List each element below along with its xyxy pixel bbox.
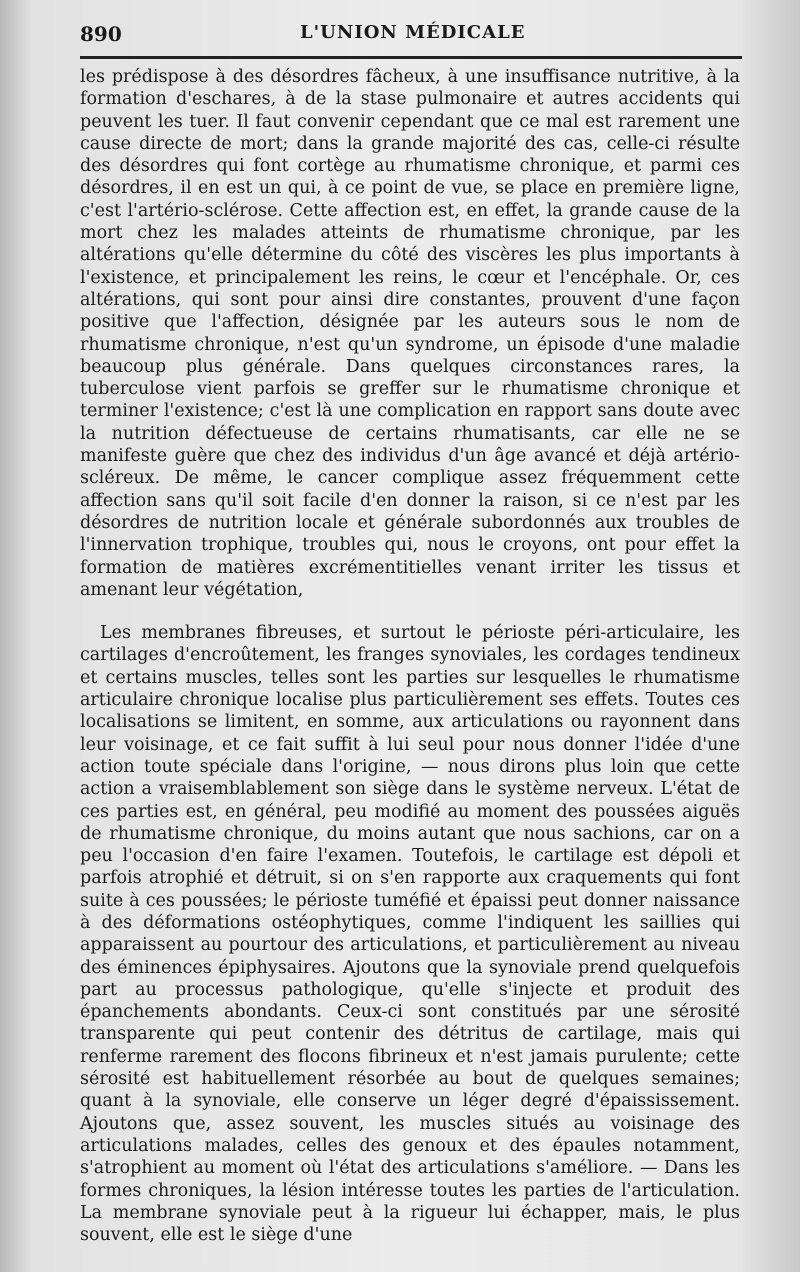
page-number: 890	[80, 22, 122, 46]
running-title: L'UNION MÉDICALE	[300, 22, 526, 43]
header-rule	[80, 56, 742, 59]
paragraph: les prédispose à des désordres fâcheux, à une insuffisance nutritive, à la formation d'eschares, à de la stase pulmonaire et autres accidents qui peuvent les tuer. Il faut convenir cependant que ce mal est rarement une cause directe de mort; dans la grande majorité des cas, celle-ci résulte des désordres qui font cortège au rhumatisme chronique, et parmi ces désordres, il en est un qui, à ce point de vue, se place en première ligne, c'est l'artério-sclérose. Cette affection est, en effet, la grande cause de la mort chez les malades atteints de rhumatisme chronique, par les altérations qu'elle détermine du côté des viscères les plus importants à l'existence, et principalement les reins, le cœur et l'encéphale. Or, ces altérations, qui sont pour ainsi dire constantes, prouvent d'une façon positive que l'affection, désignée par les auteurs sous le nom de rhumatisme chronique, n'est qu'un syndrome, un épisode d'une maladie beaucoup plus générale. Dans quelques circonstances rares, la tuberculose vient parfois se greffer sur le rhumatisme chronique et terminer l'existence; c'est là une complication en rapport sans doute avec la nutrition défectueuse de certains rhumatisants, car elle ne se manifeste guère que chez des individus d'un âge avancé et déjà artério-scléreux. De même, le cancer complique assez fréquemment cette affection sans qu'il soit facile d'en donner la raison, si ce n'est par les désordres de nutrition locale et générale subordonnés aux troubles de l'innervation trophique, troubles qui, nous le croyons, ont pour effet la formation de matières excrémentitielles venant irriter les tissus et amenant leur végétation,	[80, 67, 740, 600]
paragraph: Les membranes fibreuses, et surtout le périoste péri-articulaire, les cartilages d'encroûtement, les franges synoviales, les cordages tendineux et certains muscles, telles sont les parties sur lesquelles le rhumatisme articulaire chronique localise plus particulièrement ses effets. Toutes ces localisations se limitent, en somme, aux articulations ou rayonnent dans leur voisinage, et ce fait suffit à lui seul pour nous donner l'idée d'une action toute spéciale dans l'origine, — nous dirons plus loin que cette action a vraisemblablement son siège dans le système nerveux. L'état de ces parties est, en général, peu modifié au moment des poussées aiguës de rhumatisme chronique, du moins autant que nous sachions, car on a peu l'occasion d'en faire l'examen. Toutefois, le cartilage est dépoli et parfois atrophié et détruit, si on s'en rapporte aux craquements qui font suite à ces poussées; le périoste tuméfié et épaissi peut donner naissance à des déformations ostéophytiques, comme l'indiquent les saillies qui apparaissent au pourtour des articulations, et particulièrement au niveau des éminences épiphysaires. Ajoutons que la synoviale prend quelquefois part au processus pathologique, qu'elle s'injecte et produit des épanchements abondants. Ceux-ci sont constitués par une sérosité transparente qui peut contenir des détritus de cartilage, mais qui renferme rarement des flocons fibrineux et n'est jamais purulente; cette sérosité est habituellement résorbée au bout de quelques semaines; quant à la synoviale, elle conserve un léger degré d'épaississement. Ajoutons que, assez souvent, les muscles situés au voisinage des articulations malades, celles des genoux et des épaules notamment, s'atrophient au moment où l'état des articulations s'améliore. — Dans les formes chroniques, la lésion intéresse toutes les parties de l'articulation. La membrane synoviale peut à la rigueur lui échapper, mais, le plus souvent, elle est le siège d'une	[80, 623, 740, 1246]
body-text	[80, 66, 740, 1246]
page-header	[80, 18, 736, 48]
